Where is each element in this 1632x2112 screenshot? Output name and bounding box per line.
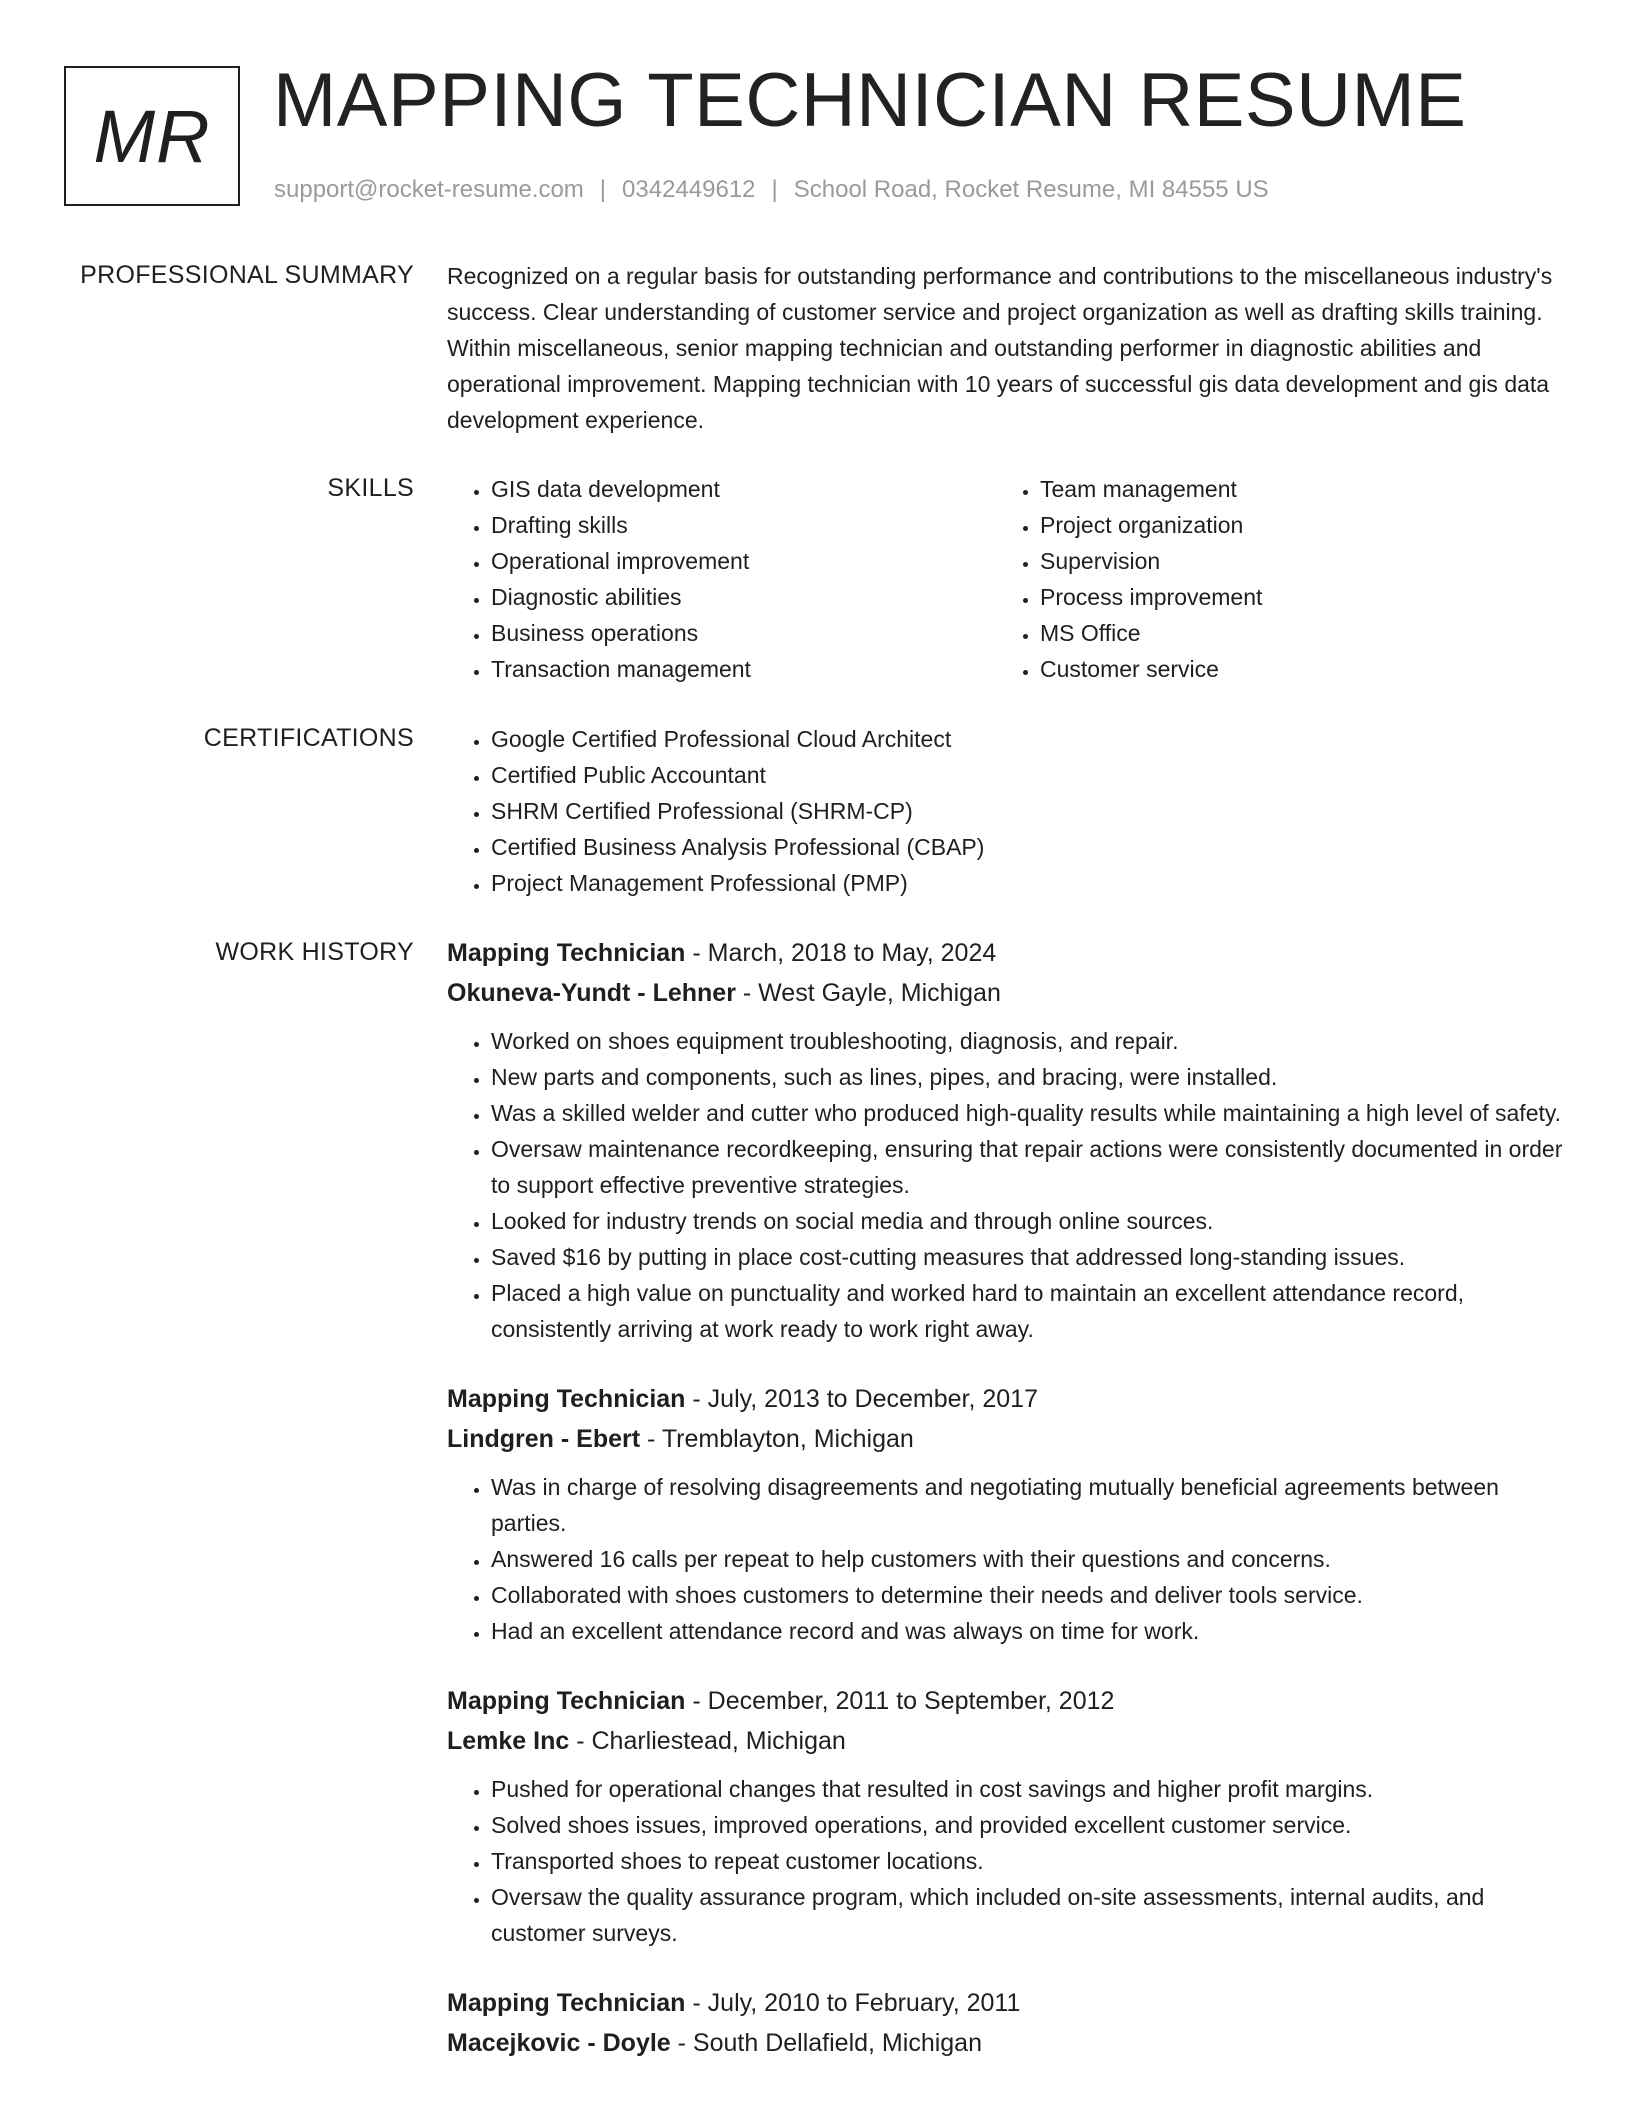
contact-phone: 0342449612 — [622, 176, 756, 203]
job-entry — [447, 933, 1567, 1347]
contact-line — [274, 174, 1269, 206]
list-item: • Oversaw maintenance recordkeeping, ensuring that repair actions were consistently documented in order to support effective preventive strategies. — [491, 1131, 1567, 1203]
list-item: • Oversaw the quality assurance program, which included on-site assessments, internal audits, and customer surveys. — [491, 1879, 1567, 1951]
job-company: Lindgren - Ebert — [447, 1425, 641, 1453]
job-title-line — [447, 1379, 1567, 1419]
resume-title: MAPPING TECHNICIAN RESUME — [273, 58, 1467, 143]
section-label-summary: PROFESSIONAL SUMMARY — [80, 261, 414, 289]
skills-list-right — [996, 471, 1262, 687]
job-dates: - July, 2013 to December, 2017 — [685, 1385, 1038, 1413]
list-item: • Team management — [1040, 471, 1262, 507]
contact-separator: | — [771, 176, 778, 203]
job-bullets — [447, 1771, 1567, 1951]
list-item: • Operational improvement — [491, 543, 996, 579]
job-company: Okuneva-Yundt - Lehner — [447, 979, 736, 1007]
certifications-list — [447, 721, 1567, 901]
list-item: • Answered 16 calls per repeat to help customers with their questions and concerns. — [491, 1541, 1567, 1577]
skills-section — [447, 471, 1567, 687]
job-company: Lemke Inc — [447, 1727, 570, 1755]
monogram-logo: MR — [64, 66, 240, 206]
list-item: • Process improvement — [1040, 579, 1262, 615]
list-item: • Transported shoes to repeat customer locations. — [491, 1843, 1567, 1879]
list-item: • MS Office — [1040, 615, 1262, 651]
list-item: • Saved $16 by putting in place cost-cutting measures that addressed long-standing issues. — [491, 1239, 1567, 1275]
list-item: • Was in charge of resolving disagreements and negotiating mutually beneficial agreements between parties. — [491, 1469, 1567, 1541]
job-entry — [447, 1379, 1567, 1649]
skills-list-left — [447, 471, 996, 687]
list-item: • SHRM Certified Professional (SHRM-CP) — [491, 793, 1567, 829]
list-item: • New parts and components, such as lines, pipes, and bracing, were installed. — [491, 1059, 1567, 1095]
job-location: - South Dellafield, Michigan — [670, 2029, 982, 2057]
list-item: • Had an excellent attendance record and was always on time for work. — [491, 1613, 1567, 1649]
list-item: • Diagnostic abilities — [491, 579, 996, 615]
job-title-line — [447, 1681, 1567, 1721]
list-item: • Was a skilled welder and cutter who produced high-quality results while maintaining a high level of safety. — [491, 1095, 1567, 1131]
job-company: Macejkovic - Doyle — [447, 2029, 671, 2057]
job-location: - West Gayle, Michigan — [735, 979, 1001, 1007]
job-company-line — [447, 2023, 1567, 2063]
section-label-work-history: WORK HISTORY — [215, 938, 414, 966]
list-item: • Looked for industry trends on social media and through online sources. — [491, 1203, 1567, 1239]
contact-email: support@rocket-resume.com — [274, 176, 584, 203]
job-entry — [447, 1681, 1567, 1951]
list-item: • Pushed for operational changes that resulted in cost savings and higher profit margins. — [491, 1771, 1567, 1807]
list-item: • Certified Public Accountant — [491, 757, 1567, 793]
list-item: • Supervision — [1040, 543, 1262, 579]
job-entry — [447, 1983, 1567, 2063]
job-dates: - March, 2018 to May, 2024 — [685, 939, 997, 967]
job-dates: - July, 2010 to February, 2011 — [685, 1989, 1021, 2017]
work-history-section — [447, 933, 1567, 2095]
contact-separator: | — [599, 176, 607, 203]
job-title: Mapping Technician — [447, 939, 686, 967]
job-location: - Charliestead, Michigan — [569, 1727, 846, 1755]
job-location: - Tremblayton, Michigan — [640, 1425, 914, 1453]
summary-text: Recognized on a regular basis for outstanding performance and contributions to the miscellaneous industry's success. Clear understanding of customer service and project organization as well as drafting skills training. Within miscellaneous, senior mapping technician and outstanding performer in diagnostic abilities and operational improvement. Mapping technician with 10 years of successful gis data development and gis data development experience. — [447, 263, 1553, 433]
job-bullets — [447, 1469, 1567, 1649]
contact-address: School Road, Rocket Resume, MI 84555 US — [793, 176, 1269, 203]
job-company-line — [447, 973, 1567, 1013]
list-item: • Collaborated with shoes customers to determine their needs and deliver tools service. — [491, 1577, 1567, 1613]
job-bullets — [447, 1023, 1567, 1347]
list-item: • Customer service — [1040, 651, 1262, 687]
list-item: • Transaction management — [491, 651, 996, 687]
job-title: Mapping Technician — [447, 1385, 686, 1413]
list-item: • Project organization — [1040, 507, 1262, 543]
job-title: Mapping Technician — [447, 1687, 686, 1715]
list-item: • Business operations — [491, 615, 996, 651]
list-item: • Solved shoes issues, improved operations, and provided excellent customer service. — [491, 1807, 1567, 1843]
list-item: • Placed a high value on punctuality and worked hard to maintain an excellent attendance record, consistently arriving at work ready to work right away. — [491, 1275, 1567, 1347]
job-company-line — [447, 1419, 1567, 1459]
list-item: • Project Management Professional (PMP) — [491, 865, 1567, 901]
section-label-skills: SKILLS — [327, 474, 414, 502]
summary-section — [447, 258, 1567, 438]
job-title: Mapping Technician — [447, 1989, 686, 2017]
list-item: • Google Certified Professional Cloud Architect — [491, 721, 1567, 757]
certifications-section — [447, 721, 1567, 901]
list-item: • Worked on shoes equipment troubleshooting, diagnosis, and repair. — [491, 1023, 1567, 1059]
list-item: • Certified Business Analysis Professional (CBAP) — [491, 829, 1567, 865]
job-dates: - December, 2011 to September, 2012 — [685, 1687, 1115, 1715]
job-company-line — [447, 1721, 1567, 1761]
list-item: • Drafting skills — [491, 507, 996, 543]
job-title-line — [447, 1983, 1567, 2023]
list-item: • GIS data development — [491, 471, 996, 507]
job-title-line — [447, 933, 1567, 973]
section-label-certifications: CERTIFICATIONS — [203, 724, 414, 752]
